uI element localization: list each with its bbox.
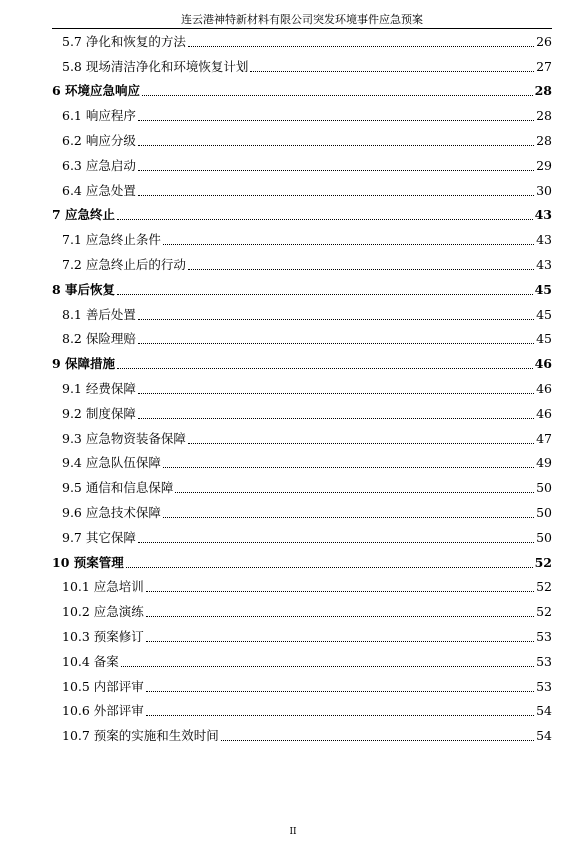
toc-section-entry[interactable] [52,28,552,53]
toc-entry-title: 6.1 响应程序 [62,108,136,124]
toc-entry-page: 43 [536,256,552,272]
toc-entry-page: 46 [534,356,552,372]
toc-section-entry[interactable] [52,226,552,251]
toc-entry-page: 27 [536,58,552,74]
toc-entry-title: 10.6 外部评审 [62,703,144,719]
toc-dot-leader [117,293,533,295]
toc-dot-leader [188,442,534,444]
toc-dot-leader [138,417,534,419]
toc-entry-title: 10.4 备案 [62,653,119,669]
toc-section-entry[interactable] [52,152,552,177]
toc-chapter-entry[interactable] [52,549,552,574]
toc-entry-title: 9.2 制度保障 [62,405,136,421]
toc-section-entry[interactable] [52,450,552,475]
toc-entry-page: 46 [536,405,552,421]
toc-entry-page: 28 [536,108,552,124]
toc-dot-leader [117,367,533,369]
toc-entry-page: 52 [536,604,552,620]
toc-dot-leader [188,45,534,47]
toc-dot-leader [138,392,534,394]
toc-entry-title: 9.4 应急队伍保障 [62,455,161,471]
toc-entry-title: 8.2 保险理赔 [62,331,136,347]
toc-section-entry[interactable] [52,53,552,78]
toc-entry-title: 7 应急终止 [52,207,116,223]
toc-entry-title: 8.1 善后处置 [62,306,136,322]
table-of-contents [52,28,552,747]
toc-dot-leader [117,218,533,220]
toc-entry-page: 43 [536,232,552,248]
toc-entry-page: 52 [534,554,552,570]
toc-section-entry[interactable] [52,524,552,549]
toc-entry-page: 28 [534,83,552,99]
page-header: 连云港神特新材料有限公司突发环境事件应急预案 [181,13,423,26]
toc-section-entry[interactable] [52,648,552,673]
toc-section-entry[interactable] [52,127,552,152]
toc-entry-page: 50 [536,504,552,520]
toc-dot-leader [146,640,534,642]
toc-entry-title: 10 预案管理 [52,554,124,570]
toc-entry-page: 47 [536,430,552,446]
toc-entry-title: 9.6 应急技术保障 [62,504,161,520]
toc-entry-title: 6.4 应急处置 [62,182,136,198]
toc-section-entry[interactable] [52,698,552,723]
toc-dot-leader [163,243,534,245]
toc-entry-page: 50 [536,480,552,496]
toc-section-entry[interactable] [52,425,552,450]
toc-entry-page: 45 [536,306,552,322]
toc-entry-title: 5.8 现场清洁净化和环境恢复计划 [62,58,249,74]
page-number: II [289,827,297,837]
toc-section-entry[interactable] [52,326,552,351]
toc-entry-title: 10.7 预案的实施和生效时间 [62,728,219,744]
toc-chapter-entry[interactable] [52,202,552,227]
toc-section-entry[interactable] [52,400,552,425]
toc-entry-title: 10.2 应急演练 [62,604,144,620]
toc-dot-leader [138,541,534,543]
toc-section-entry[interactable] [52,102,552,127]
toc-entry-title: 6.2 响应分级 [62,132,136,148]
toc-section-entry[interactable] [52,375,552,400]
toc-dot-leader [138,318,534,320]
toc-entry-page: 30 [536,182,552,198]
toc-dot-leader [163,466,534,468]
toc-dot-leader [138,169,534,171]
toc-section-entry[interactable] [52,499,552,524]
toc-entry-page: 54 [536,728,552,744]
toc-section-entry[interactable] [52,177,552,202]
toc-entry-title: 7.1 应急终止条件 [62,232,161,248]
toc-section-entry[interactable] [52,301,552,326]
toc-entry-title: 6.3 应急启动 [62,157,136,173]
toc-entry-title: 10.5 内部评审 [62,678,144,694]
toc-dot-leader [121,665,534,667]
toc-dot-leader [146,590,534,592]
toc-entry-page: 28 [536,132,552,148]
toc-dot-leader [146,714,534,716]
toc-entry-title: 9.5 通信和信息保障 [62,480,174,496]
toc-chapter-entry[interactable] [52,276,552,301]
toc-section-entry[interactable] [52,623,552,648]
toc-section-entry[interactable] [52,673,552,698]
toc-entry-page: 50 [536,529,552,545]
toc-dot-leader [221,739,534,741]
toc-chapter-entry[interactable] [52,350,552,375]
toc-entry-page: 46 [536,380,552,396]
toc-chapter-entry[interactable] [52,78,552,103]
toc-entry-title: 6 环境应急响应 [52,83,141,99]
toc-entry-page: 26 [536,33,552,49]
toc-dot-leader [163,516,534,518]
toc-entry-title: 9 保障措施 [52,356,116,372]
toc-dot-leader [146,690,534,692]
toc-entry-page: 53 [536,653,552,669]
toc-entry-title: 8 事后恢复 [52,281,116,297]
toc-entry-title: 9.1 经费保障 [62,380,136,396]
toc-entry-page: 53 [536,678,552,694]
toc-dot-leader [188,268,534,270]
toc-dot-leader [175,491,534,493]
toc-section-entry[interactable] [52,598,552,623]
toc-entry-title: 9.7 其它保障 [62,529,136,545]
toc-entry-title: 7.2 应急终止后的行动 [62,256,186,272]
toc-dot-leader [250,70,534,72]
toc-section-entry[interactable] [52,251,552,276]
toc-dot-leader [138,144,534,146]
toc-entry-title: 10.1 应急培训 [62,579,144,595]
toc-entry-page: 29 [536,157,552,173]
toc-dot-leader [146,615,534,617]
toc-section-entry[interactable] [52,574,552,599]
toc-entry-page: 43 [534,207,552,223]
toc-entry-page: 52 [536,579,552,595]
toc-entry-title: 9.3 应急物资装备保障 [62,430,186,446]
toc-entry-page: 45 [534,281,552,297]
toc-dot-leader [142,94,533,96]
toc-dot-leader [126,566,533,568]
toc-section-entry[interactable] [52,474,552,499]
toc-entry-page: 45 [536,331,552,347]
toc-dot-leader [138,342,534,344]
toc-section-entry[interactable] [52,722,552,747]
toc-entry-title: 5.7 净化和恢复的方法 [62,33,186,49]
toc-entry-title: 10.3 预案修订 [62,628,144,644]
toc-dot-leader [138,119,534,121]
toc-dot-leader [138,194,534,196]
toc-entry-page: 53 [536,628,552,644]
toc-entry-page: 54 [536,703,552,719]
toc-entry-page: 49 [536,455,552,471]
